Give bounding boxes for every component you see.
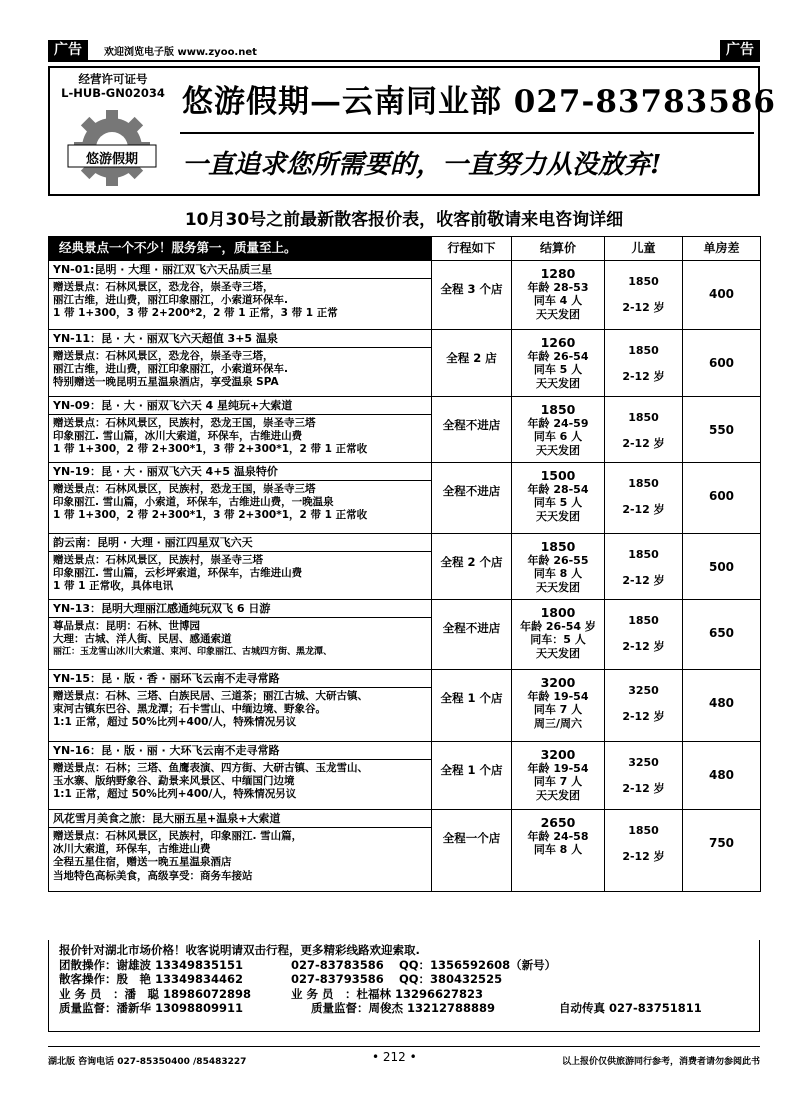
route-detail-line: 玉水寨、版纳野象谷、勐景来风景区、中缅国门边境: [53, 775, 295, 788]
settlement-price: [512, 670, 605, 742]
route-detail-line: 1:1 正常，超过 50%比列+400/人，特殊情况另议: [53, 716, 297, 729]
single-room-supplement: 480: [683, 742, 761, 810]
route-detail-line: 当地特色高标美食，高级享受：商务车接站: [53, 869, 253, 882]
price-table: [48, 236, 761, 892]
route-name: YN-16：昆 · 版 · 丽 · 大环飞云南不走寻常路: [49, 742, 431, 760]
fit-operator: 散客操作：殷 艳 13349834462: [59, 972, 244, 986]
sales-rep-2: 业 务 员 ：杜福林 13296627823: [291, 986, 484, 1001]
route-detail-line: 丽江：玉龙雪山冰川大索道、束河、印象丽江、古城四方街、黑龙潭、: [53, 647, 333, 658]
gear-logo-icon: [64, 108, 160, 188]
route-detail-line: 赠送景点：石林；三塔、鱼鹰表演、四方街、大研古镇、玉龙雪山、: [53, 762, 368, 774]
settlement-price: [512, 742, 605, 810]
logo-text: 悠游假期: [85, 152, 139, 167]
single-room-supplement: 400: [683, 261, 761, 330]
ad-tag-left: 广告: [48, 40, 88, 60]
route-detail-line: 尊品景点：昆明：石林、世博园: [53, 620, 200, 632]
brand-title: 悠游假期—云南同业部 027-83783586: [182, 84, 776, 120]
table-row: [49, 742, 761, 810]
contact-footer: [48, 940, 760, 1032]
table-row: [49, 810, 761, 892]
child-price: 3250: [628, 684, 659, 697]
price-condition: 年龄 26-55: [527, 553, 589, 567]
child-price: 1850: [628, 824, 659, 837]
route-detail-line: 束河古镇东巴谷、黑龙潭；石卡雪山、中缅边境、野象谷。: [53, 703, 326, 716]
route-detail-line: 1 带 1+300，3 带 2+200*2，2 带 1 正常，3 带 1 正常: [53, 307, 338, 320]
route-name: YN-11：昆 · 大 · 丽双飞六天超值 3+5 温泉: [49, 330, 431, 348]
table-header-row: [49, 237, 761, 261]
footer-sales-line: [59, 987, 749, 1002]
single-room-supplement: 600: [683, 463, 761, 534]
table-row: [49, 600, 761, 670]
route-name: YN-01:昆明 · 大理 · 丽江双飞六天品质三星: [49, 261, 431, 279]
route-detail-line: 赠送景点：石林风景区，民族村，崇圣寺三塔: [53, 554, 263, 566]
price-condition: 同车 5 人: [533, 496, 583, 509]
route-description: [49, 810, 432, 892]
route-detail-line: 赠送景点：石林风景区，民族村，恐龙王国，崇圣寺三塔: [53, 483, 316, 495]
single-room-supplement: 650: [683, 600, 761, 670]
price-condition: 同车：5 人: [530, 633, 586, 646]
group-qq: QQ：1356592608（新号）: [399, 957, 557, 972]
child-price-cell: [605, 261, 683, 330]
slogan: 一直追求您所需要的，一直努力从没放弃!: [182, 150, 662, 180]
price-value: 1850: [540, 539, 576, 554]
table-row: [49, 397, 761, 463]
group-operator: 团散操作：谢雄波 13349835151: [59, 957, 244, 972]
price-value: 1260: [540, 335, 576, 350]
footer-qa-line: [59, 1001, 749, 1016]
price-condition: 天天发团: [536, 788, 580, 802]
price-condition: 年龄 28-53: [527, 280, 589, 294]
route-name: 风花雪月美食之旅：昆大丽五星+温泉+大索道: [49, 810, 431, 828]
price-condition: 年龄 19-54: [527, 689, 589, 703]
price-condition: 同车 7 人: [533, 775, 583, 788]
footer-note: 报价针对湖北市场价格！收客说明请双击行程，更多精彩线路欢迎索取.: [59, 943, 420, 957]
settlement-price: [512, 534, 605, 600]
child-price: 1850: [628, 411, 659, 424]
route-detail-line: 印象丽江. 雪山篇，小索道，环保车，古维进山费，一晚温泉: [53, 496, 334, 509]
child-price-cell: [605, 742, 683, 810]
price-condition: 天天发团: [536, 509, 580, 523]
column-header-price: 结算价: [512, 237, 605, 261]
route-name: YN-15：昆 · 版 · 香 · 丽环飞云南不走寻常路: [49, 670, 431, 688]
route-description: [49, 742, 432, 810]
price-value: 1850: [540, 402, 576, 417]
route-detail-line: 赠送景点：石林风景区，民族村，印象丽江. 雪山篇，: [53, 830, 303, 842]
column-header-intro: 经典景点一个不少！服务第一，质量至上。: [49, 237, 432, 261]
child-price-cell: [605, 810, 683, 892]
price-condition: 年龄 24-58: [527, 829, 589, 843]
price-value: 1800: [540, 605, 576, 620]
route-detail-line: 1 带 1+300，2 带 2+300*1，3 带 2+300*1，2 带 1 正常收: [53, 443, 368, 456]
route-detail-line: 印象丽江. 雪山篇，云杉坪索道，环保车，古维进山费: [53, 567, 303, 580]
price-condition: 同车 7 人: [533, 703, 583, 716]
child-age: 2-12 岁: [622, 640, 665, 653]
child-age: 2-12 岁: [622, 850, 665, 863]
sales-rep-1: 业 务 员 ：潘 聪 18986072898: [59, 986, 252, 1001]
price-value: 2650: [540, 815, 576, 830]
child-age: 2-12 岁: [622, 301, 665, 314]
price-value: 1500: [540, 468, 576, 483]
price-condition: 天天发团: [536, 443, 580, 457]
child-age: 2-12 岁: [622, 503, 665, 516]
route-detail-line: 赠送景点：石林风景区，民族村，恐龙王国，崇圣寺三塔: [53, 417, 316, 429]
route-detail-line: 大理：古城、洋人街、民居、感通索道: [53, 633, 232, 646]
single-room-supplement: 750: [683, 810, 761, 892]
route-description: [49, 397, 432, 463]
footer-fit-line: [59, 972, 749, 987]
column-header-child: 儿童: [605, 237, 683, 261]
page-title: 10月30号之前最新散客报价表，收客前敬请来电咨询详细: [184, 210, 624, 230]
price-condition: 年龄 26-54 岁: [520, 619, 596, 633]
price-condition: 天天发团: [536, 646, 580, 660]
license-number: L-HUB-GN02034: [61, 86, 165, 100]
top-note[interactable]: 欢迎浏览电子版 www.zyoo.net: [104, 47, 257, 58]
price-value: 1280: [540, 266, 576, 281]
table-row: [49, 463, 761, 534]
child-price: 1850: [628, 548, 659, 561]
qa-supervisor-2: 质量监督：周俊杰 13212788889: [311, 1001, 496, 1015]
page-number: • 212 •: [372, 1050, 417, 1064]
fit-phone: 027-83793586: [291, 972, 384, 986]
child-price: 1850: [628, 477, 659, 490]
shopping-info: 全程 2 店: [432, 330, 512, 397]
price-condition: 同车 8 人: [533, 567, 583, 580]
fit-qq: QQ：380432525: [399, 972, 503, 986]
price-value: 3200: [540, 747, 576, 762]
route-detail-line: 全程五星住宿，赠送一晚五星温泉酒店: [53, 856, 232, 869]
route-detail-line: 冰川大索道，环保车，古维进山费: [53, 843, 211, 856]
route-detail-line: 丽江古维，进山费，丽江印象丽江，小索道环保车.: [53, 363, 288, 376]
child-price-cell: [605, 397, 683, 463]
route-name: YN-09：昆 · 大 · 丽双飞六天 4 星纯玩+大索道: [49, 397, 431, 415]
child-age: 2-12 岁: [622, 574, 665, 587]
group-phone: 027-83783586: [291, 957, 384, 972]
bottom-right-note: 以上报价仅供旅游同行参考，消费者请勿参阅此书: [561, 1057, 760, 1067]
child-price: 3250: [628, 756, 659, 769]
price-condition: 年龄 24-59: [527, 416, 589, 430]
child-price-cell: [605, 600, 683, 670]
price-condition: 同车 8 人: [533, 843, 583, 856]
price-condition: 同车 5 人: [533, 363, 583, 376]
agency-header: [48, 66, 776, 196]
single-room-supplement: 550: [683, 397, 761, 463]
price-condition: 周三/周六: [533, 716, 583, 730]
route-description: [49, 261, 432, 330]
footer-group-line: [59, 958, 749, 973]
single-room-supplement: 600: [683, 330, 761, 397]
price-condition: 同车 4 人: [533, 294, 583, 307]
settlement-price: [512, 463, 605, 534]
footer-note-line: [59, 943, 749, 958]
route-description: [49, 534, 432, 600]
shopping-info: 全程 2 个店: [432, 534, 512, 600]
route-name: YN-19：昆 · 大 · 丽双飞六天 4+5 温泉特价: [49, 463, 431, 481]
table-row: [49, 261, 761, 330]
price-condition: 天天发团: [536, 307, 580, 321]
header-divider: [180, 132, 754, 134]
route-detail-line: 1 带 1 正常收，具体电讯: [53, 580, 174, 593]
child-price: 1850: [628, 614, 659, 627]
price-condition: 同车 6 人: [533, 430, 583, 443]
shopping-info: 全程 1 个店: [432, 742, 512, 810]
route-detail-line: 1:1 正常，超过 50%比列+400/人，特殊情况另议: [53, 788, 297, 801]
route-detail-line: 赠送景点：石林风景区，恐龙谷，崇圣寺三塔，: [53, 350, 274, 362]
child-age: 2-12 岁: [622, 437, 665, 450]
license-label: 经营许可证号: [78, 72, 148, 86]
child-price-cell: [605, 330, 683, 397]
route-description: [49, 463, 432, 534]
auto-fax: 自动传真 027-83751811: [559, 1001, 702, 1015]
child-price-cell: [605, 670, 683, 742]
single-room-supplement: 500: [683, 534, 761, 600]
price-value: 3200: [540, 675, 576, 690]
top-bar: [48, 40, 760, 62]
table-row: [49, 670, 761, 742]
route-detail-line: 丽江古维，进山费，丽江印象丽江，小索道环保车.: [53, 294, 288, 307]
settlement-price: [512, 397, 605, 463]
shopping-info: 全程一个店: [432, 810, 512, 892]
table-row: [49, 330, 761, 397]
route-detail-line: 印象丽江. 雪山篇，冰川大索道，环保车，古维进山费: [53, 430, 303, 443]
shopping-info: 全程不进店: [432, 463, 512, 534]
shopping-info: 全程 3 个店: [432, 261, 512, 330]
single-room-supplement: 480: [683, 670, 761, 742]
route-name: YN-13：昆明大理丽江感通纯玩双飞 6 日游: [49, 600, 431, 618]
settlement-price: [512, 330, 605, 397]
ad-tag-right: 广告: [720, 40, 760, 60]
bottom-left-contact: 湖北版 咨询电话 027-85350400 /85483227: [48, 1057, 247, 1067]
qa-supervisor-1: 质量监督：潘新华 13098809911: [59, 1001, 244, 1015]
child-age: 2-12 岁: [622, 710, 665, 723]
route-detail-line: 赠送景点：石林、三塔、白族民居、三道茶；丽江古城、大研古镇、: [53, 690, 368, 702]
price-condition: 年龄 26-54: [527, 349, 589, 363]
price-condition: 年龄 28-54: [527, 482, 589, 496]
price-condition: 天天发团: [536, 376, 580, 390]
license-block: [54, 72, 172, 100]
column-header-single: 单房差: [683, 237, 761, 261]
route-name: 韵云南：昆明 · 大理 · 丽江四星双飞六天: [49, 534, 431, 552]
shopping-info: 全程不进店: [432, 397, 512, 463]
price-condition: 年龄 19-54: [527, 761, 589, 775]
shopping-info: 全程不进店: [432, 600, 512, 670]
child-price: 1850: [628, 275, 659, 288]
shopping-info: 全程 1 个店: [432, 670, 512, 742]
route-description: [49, 330, 432, 397]
price-condition: 天天发团: [536, 580, 580, 594]
route-description: [49, 600, 432, 670]
settlement-price: [512, 600, 605, 670]
settlement-price: [512, 810, 605, 892]
settlement-price: [512, 261, 605, 330]
child-age: 2-12 岁: [622, 782, 665, 795]
child-age: 2-12 岁: [622, 370, 665, 383]
child-price-cell: [605, 463, 683, 534]
route-detail-line: 赠送景点：石林风景区，恐龙谷，崇圣寺三塔，: [53, 281, 274, 293]
child-price-cell: [605, 534, 683, 600]
route-detail-line: 1 带 1+300，2 带 2+300*1，3 带 2+300*1，2 带 1 正常收: [53, 509, 368, 522]
route-description: [49, 670, 432, 742]
child-price: 1850: [628, 344, 659, 357]
column-header-itinerary: 行程如下: [432, 237, 512, 261]
bottom-divider: [48, 1046, 760, 1047]
table-row: [49, 534, 761, 600]
route-detail-line: 特别赠送一晚昆明五星温泉酒店，享受温泉 SPA: [53, 376, 279, 389]
